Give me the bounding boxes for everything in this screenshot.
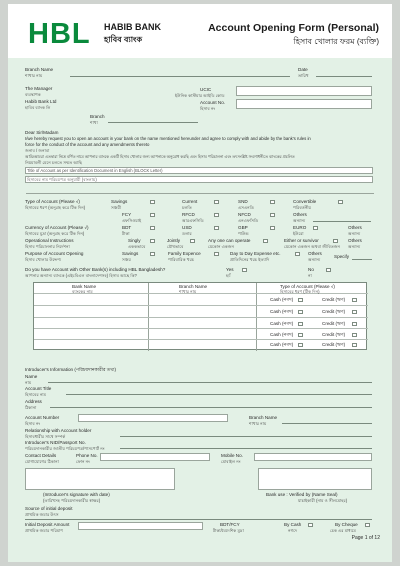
row3-cash: Cash (নগদ) xyxy=(270,321,294,326)
purpose-savings-checkbox[interactable] xyxy=(150,252,155,256)
hbl-logo: HBL xyxy=(28,18,91,50)
type-convertible-checkbox[interactable] xyxy=(338,200,343,204)
purpose-others-label: Others xyxy=(308,251,322,256)
branch-label-bn: শাখা xyxy=(90,120,98,125)
currency-usd-label-bn: ডলার xyxy=(182,231,192,236)
row4-credit: Credit (ঋণ) xyxy=(322,332,346,337)
ucic-label: UCIC xyxy=(200,87,212,92)
intro-phone-label: Phone No. xyxy=(76,453,98,458)
currency-usd-label: USD xyxy=(182,225,192,230)
by-cash-label-bn: নগদে xyxy=(288,528,298,533)
intro-nid-label: Introducer's NID/Passport No. xyxy=(25,440,86,445)
row4-cash-checkbox[interactable] xyxy=(298,333,303,337)
form-title-bn: হিসাব খোলার ফরম (ব্যক্তি) xyxy=(293,37,379,46)
intro-mobile-label-bn: মোবাইল নং xyxy=(221,459,241,464)
deposit-source-label: Source of initial deposit xyxy=(25,506,73,511)
col-account-type: Type of Account (Please √) xyxy=(280,284,335,289)
row3-credit: Credit (ঋণ) xyxy=(322,321,346,326)
intro-contact-label: Contact Details xyxy=(25,453,57,458)
intro-address-label-bn: ঠিকানা xyxy=(25,405,37,410)
op-singly-label-bn: এককভাবে xyxy=(128,244,146,249)
bank-name-en: HABIB BANK xyxy=(104,22,161,32)
request-para-bn-line2: নিয়মাবলী মেনে চলতে সম্মত আছি xyxy=(25,160,83,165)
manager-label-bn: ব্যবস্থাপক xyxy=(25,92,41,97)
op-jointly-checkbox[interactable] xyxy=(190,239,195,243)
by-cheque-checkbox[interactable] xyxy=(365,523,370,527)
date-label: Date xyxy=(298,67,308,72)
divider xyxy=(26,193,374,194)
table-row xyxy=(34,306,368,318)
currency-euro-checkbox[interactable] xyxy=(313,226,318,230)
intro-phone-field[interactable] xyxy=(100,453,210,461)
purpose-specify-field[interactable] xyxy=(352,259,372,260)
by-cash-label: By Cash xyxy=(284,522,302,527)
purpose-others-label-bn: অন্যান্য xyxy=(308,257,321,262)
currency-label: Currency of Account (Please √) xyxy=(25,225,89,230)
ucic-label-bn: ইউনিক কাস্টমার আইডি কোড xyxy=(175,93,225,98)
intro-signature-label-bn: (তারিখসহ পরিচয়দানকারীর স্বাক্ষর) xyxy=(43,498,101,503)
ucic-field[interactable] xyxy=(236,86,372,96)
operation-label-bn: হিসাব পরিচালনার নির্দেশনা xyxy=(25,244,70,249)
deposit-source-field[interactable] xyxy=(25,519,372,520)
op-jointly-label: Jointly xyxy=(167,238,181,243)
currency-others-label: Others xyxy=(348,225,362,230)
title-of-account-bn-label: হিসাবের নাম পরিচয়পত্র অনুযায়ী (বাংলায়) xyxy=(27,177,97,182)
intro-relationship-label-bn: হিসাবধারীর সাথে সম্পর্ক xyxy=(25,434,66,439)
account-no-label-bn: হিসাব নং xyxy=(200,106,216,111)
initial-deposit-field[interactable] xyxy=(78,522,203,530)
request-para-bn-line1: আমি/আমরা এতদ্বারা নিম্নে বর্ণিত নামে আপনার ব্যাংকে একটি হিসাব খোলার জন্য আপনাকে অনুরোধ করছি এবং হিসাব পরিচালনা এবং তৎসংশ্লিষ্ট সংশোধনীতে ব্যাংকের প্রচলিত xyxy=(25,154,295,159)
type-nfcd-label-bn: এনএফসিডি xyxy=(238,218,259,223)
currency-euro-label-bn: ইউরো xyxy=(293,231,304,236)
branch-label: Branch xyxy=(90,114,105,119)
intro-signature-box[interactable] xyxy=(25,468,175,490)
title-of-account-label: Title of Account as per Identification Document in English (BLOCK Letter) xyxy=(27,168,163,173)
by-cash-checkbox[interactable] xyxy=(308,523,313,527)
purpose-family-checkbox[interactable] xyxy=(214,252,219,256)
purpose-daytoday-checkbox[interactable] xyxy=(295,252,300,256)
row3-credit-checkbox[interactable] xyxy=(352,322,357,326)
bdt-fcy-label-bn: টাকা/বৈদেশিক মুদ্রা xyxy=(213,528,244,533)
purpose-specify-label: Specify xyxy=(334,254,350,259)
op-anyone-label: Any one can operate xyxy=(208,238,251,243)
branch-field[interactable] xyxy=(108,122,198,123)
col-account-type-bn: হিসাবের ধরণ (টিক দিন) xyxy=(280,289,320,294)
row4-cash: Cash (নগদ) xyxy=(270,332,294,337)
intro-branch-name-label-bn: শাখার নাম xyxy=(249,421,267,426)
intro-relationship-field[interactable] xyxy=(120,436,372,437)
purpose-daytoday-label-bn: প্রাতিদিনের খরচ ইত্যাদি xyxy=(230,257,270,262)
col-bank-name: Bank Name xyxy=(72,284,97,289)
bank-use-label: Bank use : Verified by (Name Seal) xyxy=(266,492,338,497)
account-type-label: Type of Account (Please √) xyxy=(25,199,80,204)
row2-credit-checkbox[interactable] xyxy=(352,310,357,314)
row5-cash-checkbox[interactable] xyxy=(298,343,303,347)
branch-name-label: Branch Name xyxy=(25,67,54,72)
other-bank-yes-checkbox[interactable] xyxy=(242,268,247,272)
op-singly-checkbox[interactable] xyxy=(150,239,155,243)
row2-cash: Cash (নগদ) xyxy=(270,309,294,314)
row1-credit: Credit (ঋণ) xyxy=(322,297,346,302)
intro-contact-label-bn: যোগাযোগের ঠিকানা xyxy=(25,459,59,464)
type-snd-checkbox[interactable] xyxy=(270,200,275,204)
op-singly-label: Singly xyxy=(128,238,141,243)
bdt-fcy-label: BDT/FCY xyxy=(220,522,240,527)
type-rfcd-checkbox[interactable] xyxy=(214,213,219,217)
other-bank-no-label: No xyxy=(308,267,314,272)
op-anyone-checkbox[interactable] xyxy=(263,239,268,243)
purpose-family-label: Family Expence xyxy=(168,251,201,256)
col-bank-name-bn: ব্যাংকের নাম xyxy=(72,289,93,294)
type-fcy-label-bn: এফসিওয়াই xyxy=(122,218,142,223)
op-others-label-bn: অন্যান্য xyxy=(348,244,361,249)
type-fcy-label: FCY xyxy=(122,212,132,217)
intro-nid-label-bn: পরিচয়দানকারীর জাতীয় পরিচয়পত্র/পাসপোর্ট নং xyxy=(25,446,105,451)
row1-cash: Cash (নগদ) xyxy=(270,297,294,302)
intro-name-field[interactable] xyxy=(48,382,372,383)
intro-account-number-field[interactable] xyxy=(78,414,228,422)
intro-account-number-label: Account Number xyxy=(25,415,60,420)
page-number: Page 1 of 12 xyxy=(351,535,380,541)
form-body xyxy=(8,58,392,562)
intro-signature-label: (Introducer's signature with date) xyxy=(43,492,110,497)
intro-mobile-label: Mobile No. xyxy=(221,453,243,458)
intro-nid-field[interactable] xyxy=(120,448,372,449)
row5-credit-checkbox[interactable] xyxy=(352,343,357,347)
op-either-label: Either or survivor xyxy=(284,238,319,243)
purpose-family-label-bn: পারিবারিক খরচ xyxy=(168,257,195,262)
currency-gbp-label-bn: পাউন্ড xyxy=(238,231,249,236)
type-snd-label: SND xyxy=(238,199,248,204)
account-no-field[interactable] xyxy=(236,99,372,109)
initial-deposit-label: Initial Deposit Amount xyxy=(25,522,70,527)
type-current-checkbox[interactable] xyxy=(214,200,219,204)
currency-bdt-label: BDT xyxy=(122,225,132,230)
by-cheque-label-bn: চেক এর মাধ্যমে xyxy=(330,528,356,533)
intro-branch-name-field[interactable] xyxy=(282,423,372,424)
type-current-label: Current xyxy=(182,199,198,204)
intro-account-title-field[interactable] xyxy=(66,394,372,395)
currency-euro-label: EURO xyxy=(293,225,307,230)
bank-name-bn: হাবিব ব্যাংক xyxy=(104,35,143,44)
type-fcy-checkbox[interactable] xyxy=(150,213,155,217)
purpose-savings-label-bn: সঞ্চয় xyxy=(122,257,131,262)
salutation: Dear Sir/Madam xyxy=(25,130,59,135)
type-others-label: Others xyxy=(293,212,307,217)
op-anyone-label-bn: যেকোন একজন xyxy=(208,244,234,249)
other-bank-table xyxy=(33,282,367,350)
salutation-bn: জনাব / জনাবা xyxy=(25,148,50,153)
type-others-field[interactable] xyxy=(313,221,371,222)
intro-account-title-label-bn: হিসাবের নাম xyxy=(25,392,46,397)
by-cheque-label: By Cheque xyxy=(335,522,358,527)
currency-bdt-label-bn: টাকা xyxy=(122,231,130,236)
currency-label-bn: হিসাবের মুদ্রা (অনুগ্রহ করে টিক দিন) xyxy=(25,231,85,236)
purpose-label-bn: হিসাব খোলার উদ্দেশ্য xyxy=(25,257,62,262)
operation-label: Operational Instructions xyxy=(25,238,74,243)
account-type-label-bn: হিসাবের ধরণ (অনুগ্রহ করে টিক দিন) xyxy=(25,205,86,210)
type-rfcd-label: RFCD xyxy=(182,212,195,217)
type-rfcd-label-bn: আরএফসিডি xyxy=(182,218,204,223)
type-nfcd-checkbox[interactable] xyxy=(270,213,275,217)
request-para-line1: I/we hereby request you to open an account in your bank on the name mentioned hereunder and agree to comply with and abide by the bank's rules in xyxy=(25,136,311,141)
form-header xyxy=(8,4,392,58)
intro-address-field[interactable] xyxy=(50,407,372,408)
intro-name-label-bn: নাম xyxy=(25,380,32,385)
intro-relationship-label: Relationship with Account holder xyxy=(25,428,92,433)
intro-account-title-label: Account Title xyxy=(25,386,52,391)
introducer-heading: Introducer's Information (পরিচয়দানকারীর তথ্য) xyxy=(25,367,117,372)
other-bank-no-label-bn: না xyxy=(308,273,312,278)
intro-branch-name-label: Branch Name xyxy=(249,415,278,420)
type-nfcd-label: NFCD xyxy=(238,212,251,217)
currency-bdt-checkbox[interactable] xyxy=(150,226,155,230)
col-branch-name-bn: শাখার নাম xyxy=(179,289,197,294)
form-page xyxy=(8,4,392,562)
habib-bank-label-bn: হাবিব ব্যাংক লি xyxy=(25,105,51,110)
other-bank-yes-label: Yes xyxy=(226,267,234,272)
type-savings-label-bn: সঞ্চয়ী xyxy=(111,205,122,210)
habib-bank-label: Habib Bank Ltd xyxy=(25,99,57,104)
request-para-line2: force for the conduct of the account and any amendments thereto xyxy=(25,142,150,147)
intro-address-label: Address xyxy=(25,399,42,404)
row2-cash-checkbox[interactable] xyxy=(298,310,303,314)
branch-name-field[interactable] xyxy=(70,76,290,77)
intro-mobile-field[interactable] xyxy=(254,453,372,461)
type-convertible-label-bn: পরিবর্তনীয় xyxy=(293,205,311,210)
op-either-checkbox[interactable] xyxy=(333,239,338,243)
table-row xyxy=(34,294,368,306)
row3-cash-checkbox[interactable] xyxy=(298,322,303,326)
purpose-savings-label: Savings xyxy=(122,251,139,256)
bank-use-label-bn: যাচাইকারী (নাম ও সীলমোহর) xyxy=(298,498,348,503)
date-field[interactable] xyxy=(316,76,372,77)
currency-gbp-label: GBP xyxy=(238,225,248,230)
other-bank-question: Do you have Account with Other Bank(s) including HBL Bangladesh? xyxy=(25,267,166,272)
purpose-label: Purpose of Account Opening xyxy=(25,251,84,256)
other-bank-question-bn: আপনার অন্যান্য ব্যাংকে (এইচবিএল বাংলাদেশসহ) হিসাব আছে কি? xyxy=(25,273,137,278)
type-snd-label-bn: এসএনডি xyxy=(238,205,254,210)
row5-cash: Cash (নগদ) xyxy=(270,342,294,347)
type-savings-checkbox[interactable] xyxy=(150,200,155,204)
other-bank-yes-label-bn: হ্যাঁ xyxy=(226,273,231,278)
intro-name-label: Name xyxy=(25,374,38,379)
row1-credit-checkbox[interactable] xyxy=(352,298,357,302)
currency-usd-checkbox[interactable] xyxy=(214,226,219,230)
type-current-label-bn: চলতি xyxy=(182,205,192,210)
type-convertible-label: Convertible xyxy=(293,199,317,204)
type-savings-label: Savings xyxy=(111,199,128,204)
row1-cash-checkbox[interactable] xyxy=(298,298,303,302)
intro-phone-label-bn: ফোন নং xyxy=(76,459,90,464)
row5-credit: Credit (ঋণ) xyxy=(322,342,346,347)
bank-verify-box[interactable] xyxy=(258,468,372,490)
op-others-label: Others xyxy=(348,238,362,243)
table-row xyxy=(34,318,368,329)
branch-name-label-bn: শাখার নাম xyxy=(25,73,43,78)
deposit-source-label-bn: প্রাথমিক জমার উৎস xyxy=(25,512,59,517)
manager-label: The Manager xyxy=(25,86,53,91)
currency-gbp-checkbox[interactable] xyxy=(270,226,275,230)
row2-credit: Credit (ঋণ) xyxy=(322,309,346,314)
table-row xyxy=(34,329,368,340)
other-bank-no-checkbox[interactable] xyxy=(326,268,331,272)
intro-account-number-label-bn: হিসাব নং xyxy=(25,421,41,426)
account-no-label: Account No. xyxy=(200,100,226,105)
op-jointly-label-bn: যৌথভাবে xyxy=(167,244,184,249)
form-title: Account Opening Form (Personal) xyxy=(208,22,379,34)
initial-deposit-label-bn: প্রাথমিক জমার পরিমাণ xyxy=(25,528,63,533)
op-either-label-bn: যেকোন একজন অথবা জীবিতজন xyxy=(284,244,341,249)
purpose-daytoday-label: Day to Day Expense etc. xyxy=(230,251,281,256)
currency-others-label-bn: অন্যান্য xyxy=(348,231,361,236)
date-label-bn: তারিখ xyxy=(298,73,309,78)
type-others-label-bn: অন্যান্য xyxy=(293,218,306,223)
row4-credit-checkbox[interactable] xyxy=(352,333,357,337)
col-branch-name: Branch Name xyxy=(179,284,208,289)
